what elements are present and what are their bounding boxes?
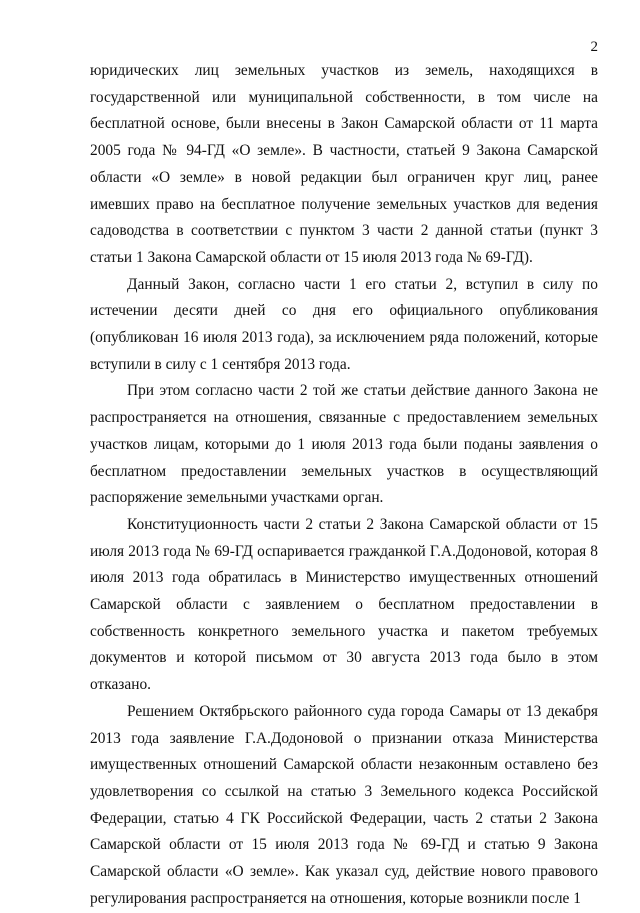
paragraph-continuation: юридических лиц земельных участков из земель, находящихся в государственной или муниципальной собственности, в том числе на бесплатной основе, были внесены в Закон Самарской области от 11 марта 2005 года № 94-ГД «О земле». В частности, статьей 9 Закона Самарской области «О земле» в новой редакции был ограничен круг лиц, ранее имевших право на бесплатное получение земельных участков для ведения садоводства в соответствии с пунктом 3 части 2 данной статьи (пункт 3 статьи 1 Закона Самарской области от 15 июля 2013 года № 69-ГД). [90, 62, 598, 266]
page-number: 2 [590, 39, 598, 55]
paragraph: Данный Закон, согласно части 1 его статьи 2, вступил в силу по истечении десяти дней со дня его официального опубликования (опубликован 16 июля 2013 года), за исключением ряда положений, которые вступили в силу с 1 сентября 2013 года. [90, 275, 598, 373]
paragraph: При этом согласно части 2 той же статьи действие данного Закона не распространяется на отношения, связанные с предоставлением земельных участков лицам, которыми до 1 июля 2013 года были поданы заявления о бесплатном предоставлении земельных участков в осуществляющий распоряжение земельными участками орган. [90, 382, 598, 507]
paragraph: Конституционность части 2 статьи 2 Закона Самарской области от 15 июля 2013 года № 69-ГД оспаривается гражданкой Г.А.Додоновой, которая 8 июля 2013 года обратилась в Министерство имущественных отношений Самарской области с заявлением о бесплатном предоставлении в собственность конкретного земельного участка и пакетом требуемых документов и которой письмом от 30 августа 2013 года было в этом отказано. [90, 515, 598, 694]
document-body [90, 58, 598, 913]
paragraph: Решением Октябрьского районного суда города Самары от 13 декабря 2013 года заявление Г.А.Додоновой о признании отказа Министерства имущественных отношений Самарской области незаконным оставлено без удовлетворения со ссылкой на статью 3 Земельного кодекса Российской Федерации, статью 4 ГК Российской Федерации, часть 2 статьи 2 Закона Самарской области от 15 июля 2013 года № 69-ГД и статью 9 Закона Самарской области «О земле». Как указал суд, действие нового правового регулирования распространяется на отношения, которые возникли после 1 [90, 702, 598, 907]
